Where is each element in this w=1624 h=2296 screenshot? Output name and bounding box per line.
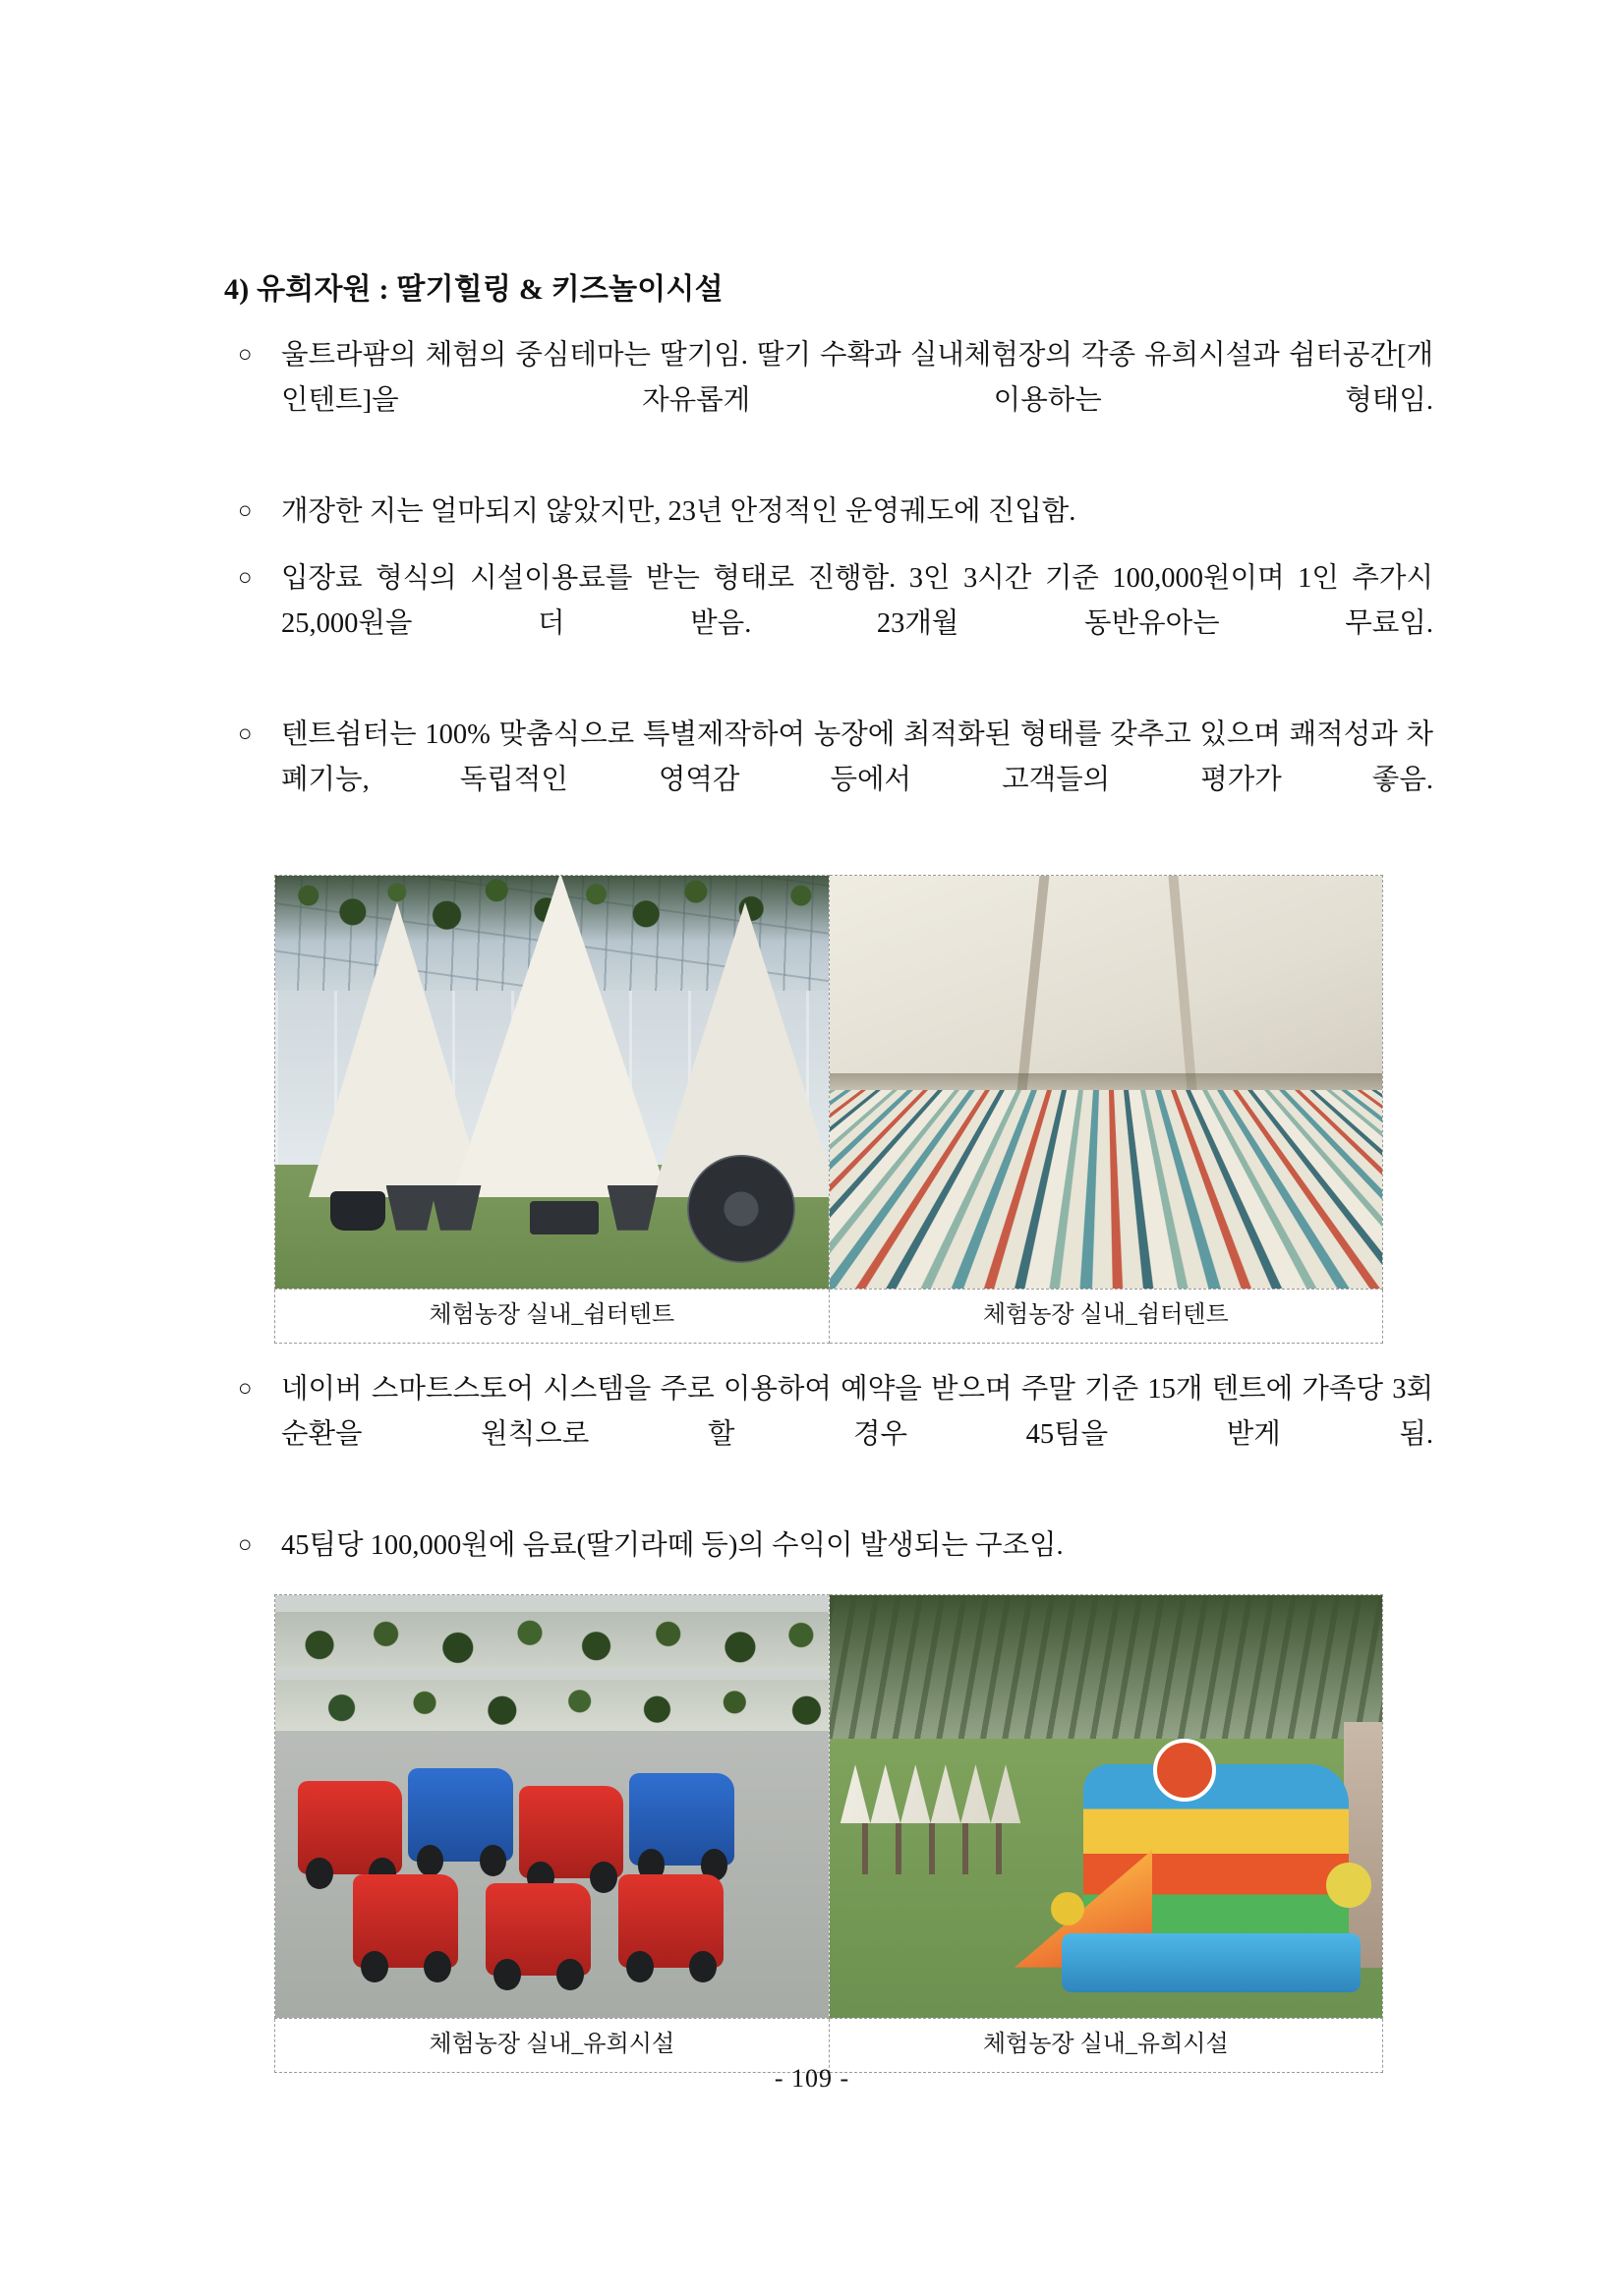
bullet-marker-icon: ○ — [238, 1375, 253, 1402]
figure-caption: 체험농장 실내_유희시설 — [429, 2032, 675, 2058]
list-item — [224, 556, 1433, 692]
bullet-list-top — [224, 333, 1433, 849]
figure-caption-cell — [829, 1289, 1383, 1343]
bullet-list-middle — [224, 1367, 1433, 1570]
figure-image-cell — [275, 875, 830, 1289]
list-item-text: 입장료 형식의 시설이용료를 받는 형태로 진행함. 3인 3시간 기준 100,000원이며 1인 추가시 25,000원을 더 받음. 23개월 동반유아는 무료임. — [281, 562, 1433, 639]
figure-caption: 체험농장 실내_유희시설 — [982, 2032, 1229, 2058]
list-item — [224, 333, 1433, 469]
page-number: - 109 - — [774, 2064, 850, 2093]
inflatable-bouncy-slide-photo — [830, 1595, 1383, 2018]
page-content — [224, 267, 1433, 2083]
page-title: 4) 유희자원 : 딸기힐링 & 키즈놀이시설 — [224, 273, 724, 306]
bullet-marker-icon: ○ — [238, 498, 253, 525]
bullet-marker-icon: ○ — [238, 721, 253, 748]
bullet-marker-icon: ○ — [238, 342, 253, 368]
list-item — [224, 713, 1433, 848]
figure-image-cell — [829, 875, 1383, 1289]
figure-image-cell — [829, 1595, 1383, 2019]
list-item-text: 울트라팜의 체험의 중심테마는 딸기임. 딸기 수확과 실내체험장의 각종 유희시설과 쉼터공간[개인텐트]을 자유롭게 이용하는 형태임. — [281, 340, 1433, 417]
figure-caption: 체험농장 실내_쉼터텐트 — [429, 1301, 675, 1328]
list-item-text: 네이버 스마트스토어 시스템을 주로 이용하여 예약을 받으며 주말 기준 15개 텐트에 가족당 3회 순환을 원칙으로 할 경우 45팀을 받게 됨. — [281, 1373, 1433, 1450]
bullet-marker-icon: ○ — [238, 564, 253, 591]
figure-table — [274, 1594, 1383, 2073]
tent-interior-mat-photo — [830, 876, 1383, 1289]
figure-table — [274, 875, 1383, 1344]
list-item-text: 텐트쉼터는 100% 맞춤식으로 특별제작하여 농장에 최적화된 형태를 갖추고 있으며 쾌적성과 차폐기능, 독립적인 영역감 등에서 고객들의 평가가 좋음. — [281, 719, 1433, 796]
figure-image-cell — [275, 1595, 830, 2019]
figure-caption: 체험농장 실내_쉼터텐트 — [982, 1301, 1229, 1328]
list-item — [224, 1367, 1433, 1503]
list-item — [224, 489, 1433, 535]
figure-caption-cell — [275, 1289, 830, 1343]
figure-block-play-facilities — [224, 1594, 1433, 2073]
greenhouse-shelter-tents-photo — [275, 876, 829, 1289]
figure-block-shelter-tents — [224, 875, 1433, 1344]
list-item-text: 45팀당 100,000원에 음료(딸기라떼 등)의 수익이 발생되는 구조임. — [281, 1530, 1064, 1562]
bullet-marker-icon: ○ — [238, 1532, 253, 1559]
list-item — [224, 1523, 1433, 1569]
list-item-text: 개장한 지는 얼마되지 않았지만, 23년 안정적인 운영궤도에 진입함. — [281, 496, 1076, 528]
ride-on-toy-cars-photo — [275, 1595, 829, 2018]
